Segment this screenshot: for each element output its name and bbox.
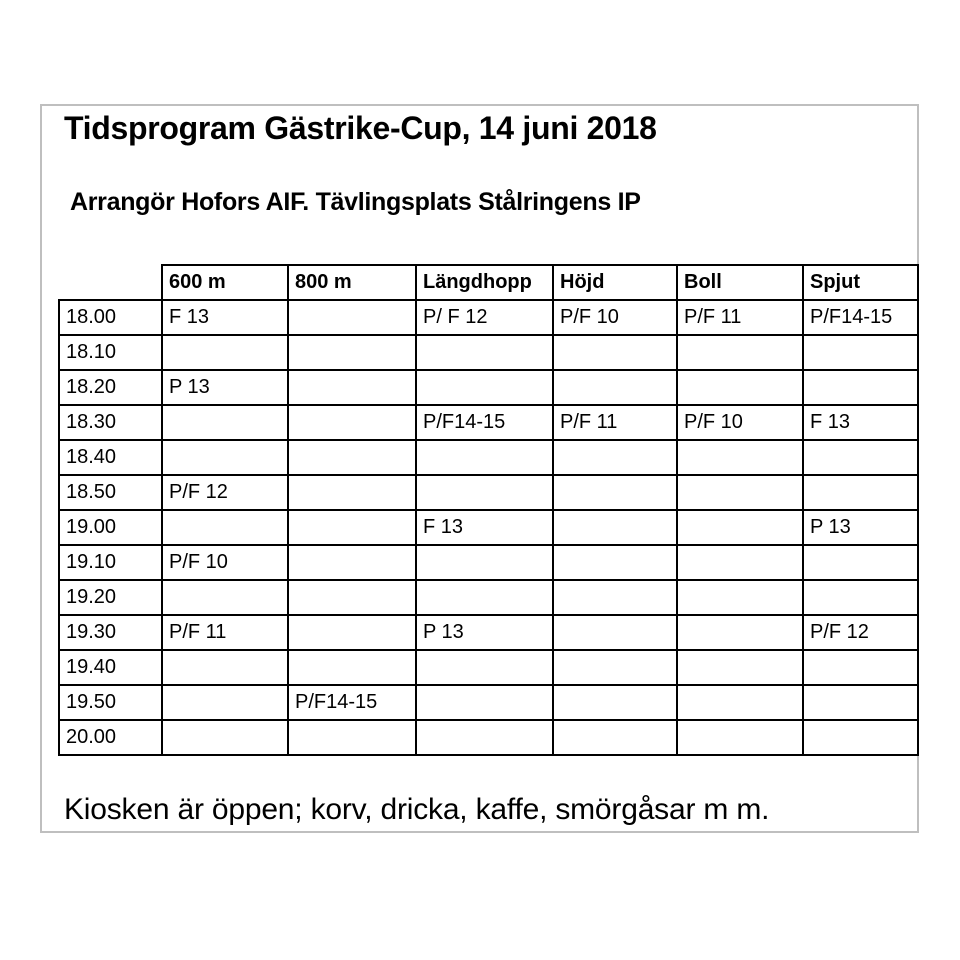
time-cell: 19.10 — [59, 545, 162, 580]
table-cell — [288, 650, 416, 685]
table-cell: P/F 12 — [803, 615, 918, 650]
table-cell — [416, 475, 553, 510]
table-cell — [803, 580, 918, 615]
table-cell: P/F 11 — [162, 615, 288, 650]
table-row — [59, 510, 918, 545]
table-cell — [416, 370, 553, 405]
table-cell: P/F 12 — [162, 475, 288, 510]
column-header: Höjd — [553, 265, 677, 300]
table-cell — [288, 370, 416, 405]
table-cell — [677, 475, 803, 510]
table-cell — [677, 720, 803, 755]
table-cell — [677, 650, 803, 685]
column-header: 600 m — [162, 265, 288, 300]
table-cell — [416, 720, 553, 755]
table-cell — [553, 685, 677, 720]
schedule-table — [58, 264, 919, 756]
table-cell — [288, 405, 416, 440]
table-cell — [288, 510, 416, 545]
table-row — [59, 440, 918, 475]
table-cell — [553, 510, 677, 545]
table-cell — [288, 335, 416, 370]
table-cell — [803, 545, 918, 580]
table-cell: P/F14-15 — [288, 685, 416, 720]
table-cell: F 13 — [162, 300, 288, 335]
table-cell — [162, 650, 288, 685]
page-title: Tidsprogram Gästrike-Cup, 14 juni 2018 — [64, 110, 657, 146]
table-cell — [416, 335, 553, 370]
table-row — [59, 720, 918, 755]
footer-note: Kiosken är öppen; korv, dricka, kaffe, smörgåsar m m. — [64, 793, 770, 826]
column-header: Spjut — [803, 265, 918, 300]
table-cell: P/F14-15 — [803, 300, 918, 335]
table-cell — [677, 370, 803, 405]
table-cell — [162, 580, 288, 615]
table-row — [59, 405, 918, 440]
table-cell — [162, 720, 288, 755]
table-cell — [553, 580, 677, 615]
table-cell: F 13 — [803, 405, 918, 440]
table-cell: P 13 — [162, 370, 288, 405]
table-cell — [416, 440, 553, 475]
time-cell: 18.00 — [59, 300, 162, 335]
table-cell: P/F 10 — [677, 405, 803, 440]
table-cell: P/F 11 — [677, 300, 803, 335]
table-cell — [416, 650, 553, 685]
table-cell — [553, 720, 677, 755]
table-cell — [288, 615, 416, 650]
table-cell — [416, 545, 553, 580]
table-row — [59, 335, 918, 370]
table-cell — [553, 545, 677, 580]
time-cell: 18.20 — [59, 370, 162, 405]
table-row — [59, 615, 918, 650]
table-cell — [288, 440, 416, 475]
table-cell: P/F 10 — [553, 300, 677, 335]
time-cell: 18.40 — [59, 440, 162, 475]
table-cell — [677, 580, 803, 615]
time-cell: 19.40 — [59, 650, 162, 685]
table-cell — [416, 685, 553, 720]
table-cell — [288, 300, 416, 335]
table-cell — [162, 335, 288, 370]
table-cell — [553, 440, 677, 475]
table-cell — [162, 510, 288, 545]
table-row — [59, 685, 918, 720]
column-header: 800 m — [288, 265, 416, 300]
table-cell — [288, 475, 416, 510]
table-cell — [803, 720, 918, 755]
table-cell — [803, 335, 918, 370]
table-cell — [677, 335, 803, 370]
table-cell — [677, 685, 803, 720]
table-cell — [162, 685, 288, 720]
time-cell: 19.50 — [59, 685, 162, 720]
table-cell — [162, 440, 288, 475]
table-cell: P/ F 12 — [416, 300, 553, 335]
table-row — [59, 370, 918, 405]
page-subtitle: Arrangör Hofors AIF. Tävlingsplats Stålringens IP — [70, 188, 641, 216]
table-cell: F 13 — [416, 510, 553, 545]
table-cell — [553, 335, 677, 370]
table-cell — [288, 580, 416, 615]
table-cell — [677, 615, 803, 650]
table-cell — [553, 475, 677, 510]
table-cell — [288, 720, 416, 755]
time-cell: 18.50 — [59, 475, 162, 510]
table-cell — [553, 650, 677, 685]
schedule-body — [59, 300, 918, 755]
table-cell — [553, 615, 677, 650]
column-header: Längdhopp — [416, 265, 553, 300]
corner-cell — [59, 265, 162, 300]
table-cell: P 13 — [416, 615, 553, 650]
table-cell — [803, 475, 918, 510]
table-cell: P/F 11 — [553, 405, 677, 440]
table-cell — [803, 650, 918, 685]
table-cell — [803, 370, 918, 405]
time-cell: 19.00 — [59, 510, 162, 545]
table-cell: P 13 — [803, 510, 918, 545]
table-cell — [803, 440, 918, 475]
table-cell — [288, 545, 416, 580]
table-cell: P/F14-15 — [416, 405, 553, 440]
table-cell — [677, 440, 803, 475]
table-row — [59, 650, 918, 685]
time-cell: 18.30 — [59, 405, 162, 440]
table-row — [59, 545, 918, 580]
table-cell — [553, 370, 677, 405]
table-cell — [803, 685, 918, 720]
table-cell — [416, 580, 553, 615]
header-row — [59, 265, 918, 300]
column-header: Boll — [677, 265, 803, 300]
time-cell: 18.10 — [59, 335, 162, 370]
table-cell: P/F 10 — [162, 545, 288, 580]
table-row — [59, 300, 918, 335]
table-cell — [677, 510, 803, 545]
table-cell — [677, 545, 803, 580]
table-row — [59, 475, 918, 510]
time-cell: 19.30 — [59, 615, 162, 650]
table-row — [59, 580, 918, 615]
table-cell — [162, 405, 288, 440]
time-cell: 20.00 — [59, 720, 162, 755]
time-cell: 19.20 — [59, 580, 162, 615]
